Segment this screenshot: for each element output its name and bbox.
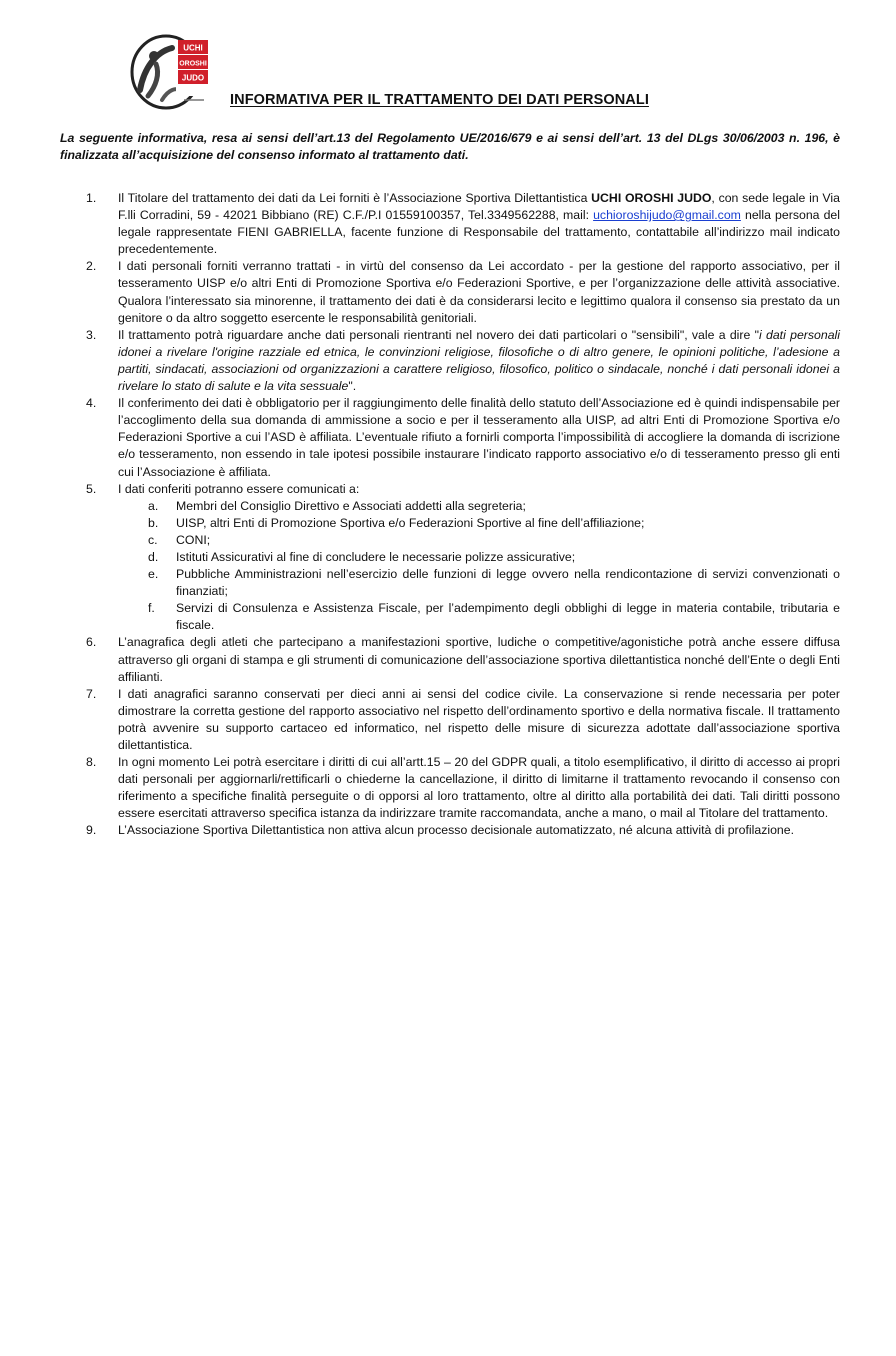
numbered-list — [60, 190, 840, 840]
item-text: ". — [348, 379, 357, 394]
list-item-5 — [60, 481, 840, 498]
sub-item-e — [60, 566, 840, 600]
logo-line-2: OROSHI — [179, 60, 207, 68]
logo-line-3: JUDO — [181, 73, 205, 83]
list-item-6 — [60, 634, 840, 685]
sub-item-letter: a. — [148, 498, 159, 513]
sub-item-letter: b. — [148, 515, 159, 530]
sub-item-a — [60, 498, 840, 515]
email-link[interactable]: uchioroshijudo@gmail.com — [593, 208, 741, 223]
item-text: Il Titolare del trattamento dei dati da Lei forniti è l’Associazione Sportiva Dilettantistica — [118, 191, 592, 205]
list-item-7 — [60, 686, 840, 754]
sub-item-d — [60, 549, 840, 566]
sub-item-text: Membri del Consiglio Direttivo e Associati addetti alla segreteria; — [176, 498, 526, 513]
sub-item-letter: c. — [148, 532, 158, 547]
item-text: I dati personali forniti verranno trattati - in virtù del consenso da Lei accordato - per la gestione del rapporto associativo, per il tesseramento UISP e/o altri Enti di Promozione Sportiva e/o Federazioni Sportive, e per l’organizzazione delle attività associative. Qualora l’interessato sia minorenne, il trattamento dei dati è da considerarsi lecito e legittimo qualora il consenso sia prestato da un genitore o da altro soggetto esercente le responsabilità genitoriali. — [118, 259, 840, 325]
item-text: I dati anagrafici saranno conservati per dieci anni ai sensi del codice civile. La conservazione si rende necessaria per poter dimostrare la corretta gestione del rapporto associativo nel rispetto dell’ordinamento sportivo e della normativa fiscale. Il trattamento potrà avvenire su supporto cartaceo ed informatico, nel rispetto delle misure di sicurezza adottate dall’associazione sportiva dilettantistica. — [118, 686, 840, 752]
list-item-1 — [60, 190, 840, 258]
item-number: 8. — [86, 755, 97, 770]
item-number: 4. — [86, 396, 97, 411]
logo-line-1: UCHI — [183, 43, 203, 53]
item-text: L’anagrafica degli atleti che partecipano a manifestazioni sportive, ludiche o competitive/agonistiche potrà anche essere diffusa attraverso gli organi di stampa e gli strumenti di comunicazione dell’associazione sportiva dilettantistica nonché dell’Ente o degli Enti affilianti. — [118, 635, 840, 684]
item-number: 1. — [86, 191, 97, 205]
item-number: 9. — [86, 823, 97, 838]
list-item-3 — [60, 327, 840, 395]
sub-item-c — [60, 532, 840, 549]
sub-item-letter: f. — [148, 601, 155, 616]
document-title: INFORMATIVA PER IL TRATTAMENTO DEI DATI PERSONALI — [230, 92, 649, 108]
list-item-8 — [60, 754, 840, 822]
item-text: nella persona del legale rappresentate FIENI GABRIELLA, facente funzione di Responsabile del trattamento, contattabile all’indirizzo mail indicato precedentemente. — [118, 208, 840, 257]
item-text: L’Associazione Sportiva Dilettantistica non attiva alcun processo decisionale automatizzato, né alcuna attività di profilazione. — [118, 823, 795, 838]
item-text: In ogni momento Lei potrà esercitare i diritti di cui all’artt.15 – 20 del GDPR quali, a titolo esemplificativo, il diritto di accesso ai propri dati personali per aggiornarli/rettificarli o chiederne la cancellazione, il diritto di limitarne il trattamento revocando il consenso con riferimento a specifiche finalità perseguite o di opporsi al loro trattamento, oltre al diritto alla portabilità dei dati. Tali diritti possono essere esercitati attraverso specifica istanza da indirizzare tramite raccomandata, anche a mano, o mail al Titolare del trattamento. — [118, 755, 840, 821]
item-number: 7. — [86, 686, 97, 701]
item-text: Il trattamento potrà riguardare anche dati personali rientranti nel novero dei dati particolari o "sensibili", vale a dire " — [118, 327, 759, 342]
sub-item-f — [60, 600, 840, 634]
sub-item-letter: d. — [148, 549, 159, 564]
item-number: 5. — [86, 481, 97, 496]
list-item-2 — [60, 258, 840, 326]
sub-item-text: UISP, altri Enti di Promozione Sportiva e/o Federazioni Sportive al fine dell’affiliazione; — [176, 515, 645, 530]
sub-item-text: CONI; — [176, 532, 211, 547]
list-item-9 — [60, 822, 840, 839]
list-item-4 — [60, 395, 840, 480]
sensitive-data-definition: i dati personali idonei a rivelare l'origine razziale ed etnica, le convinzioni religiose, filosofiche o di altro genere, le opinioni politiche, l’adesione a partiti, sindacati, associazioni od organizzazioni a carattere religioso, filosofico, politico o sindacale, nonché i dati personali idonei a rivelare lo stato di salute e la vita sessuale — [118, 327, 841, 394]
intro-paragraph: La seguente informativa, resa ai sensi dell’art.13 del Regolamento UE/2016/679 e ai sensi dell’art. 13 del DLgs 30/06/2003 n. 196, è finalizzata all’acquisizione del consenso informato al trattamento dati. — [60, 131, 840, 162]
sub-item-text: Servizi di Consulenza e Assistenza Fiscale, per l’adempimento degli obblighi di legge in materia contabile, tributaria e fiscale. — [176, 601, 840, 633]
sub-item-b — [60, 515, 840, 532]
item-text: , con sede legale in Via F.lli Corradini, 59 - 42021 Bibbiano (RE) C.F./P.I 01559100357, Tel.3349562288, mail: — [118, 191, 840, 223]
item-text: I dati conferiti potranno essere comunicati a: — [118, 481, 360, 496]
judo-logo-icon — [126, 30, 222, 114]
sub-item-letter: e. — [148, 567, 159, 582]
item-text: Il conferimento dei dati è obbligatorio per il raggiungimento delle finalità dello statuto dell’Associazione ed è quindi indispensabile per l’accoglimento della sua domanda di ammissione a socio e per il tesseramento alla UISP, ad altri Enti di Promozione Sportiva e/o Federazioni Sportive a cui l’ASD è affiliata. L’eventuale rifiuto a fornirli comporta l’impossibilità di accogliere la domanda di iscrizione e/o tesseramento, non essendo in tale ipotesi possibile instaurare l’indicato rapporto associativo e/o di tesseramento presso gli enti cui l’Associazione è affiliata. — [118, 396, 840, 479]
item-number: 6. — [86, 635, 97, 650]
item-number: 2. — [86, 259, 97, 274]
sub-item-text: Pubbliche Amministrazioni nell’esercizio delle funzioni di legge ovvero nella rendicontazione di servizi convenzionati o finanziati; — [176, 567, 840, 599]
sub-item-text: Istituti Assicurativi al fine di concludere le necessarie polizze assicurative; — [176, 549, 576, 564]
item-number: 3. — [86, 327, 97, 342]
club-name: UCHI OROSHI JUDO — [591, 191, 712, 205]
club-logo — [126, 30, 222, 114]
